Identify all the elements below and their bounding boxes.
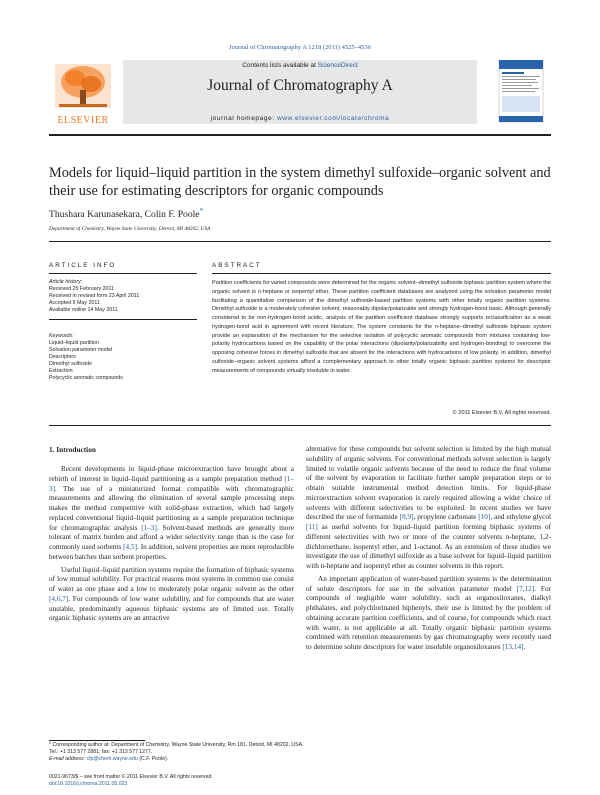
article-authors	[49, 207, 551, 220]
article-info-heading: ARTICLE INFO	[49, 262, 117, 269]
front-matter-footnote	[49, 774, 349, 788]
keyword-item: Descriptors	[49, 354, 76, 360]
keyword-item: Extraction	[49, 368, 73, 374]
paragraph-text: alternative for these compounds but solvent selection is limited by the high mutual solubility of organic solvents. For conventional methods solvent selection is largely limited to volatile organic solvents because of the need to reduce the final volume of the solvent by evaporation to facilitate further sample preparation steps or to obtain suitable instrumental method detection limits. For liquid-phase microextraction solvent evaporation is rarely required allowing a wider choice of solvents with different selectivities to be exploited. In recent studies we have described the use of formamide	[306, 445, 551, 522]
journal-citation[interactable]: Journal of Chromatography A 1218 (2011) 4525–4536	[229, 44, 371, 51]
citation-link[interactable]: [13,14]	[502, 643, 524, 651]
homepage-link[interactable]: www.elsevier.com/locate/chroma	[277, 115, 390, 122]
journal-title: Journal of Chromatography A	[207, 77, 393, 94]
body-paragraph	[49, 465, 294, 563]
body-left-column	[49, 465, 294, 624]
body-right-column	[306, 445, 551, 653]
citation-link[interactable]: [1–3]	[141, 523, 157, 532]
paragraph-text: . In addition, solvent properties are more reproducible between batches than sorbent properties.	[49, 543, 294, 561]
contents-line	[123, 62, 477, 69]
body-paragraph	[49, 566, 294, 625]
keyword-item: Liquid–liquid partition	[49, 340, 99, 346]
paragraph-text: as useful solvents for liquid–liquid partition forming biphasic systems of different selectivities with two or more of the counter solvents n-heptane, 1,2-dichloroethane, isopentyl ether, and 1-octanol. As an extension of these studies we investigate the use of dimethyl sulfoxide as a base solvent for liquid–liquid partition with n-heptane and isopentyl ether as counter solvents in this report.	[306, 523, 551, 570]
paragraph-text: Recent developments in liquid-phase microextraction have brought about a rebirth of interest in liquid–liquid partitioning as a sample preparation method	[49, 465, 294, 483]
sciencedirect-link[interactable]: ScienceDirect	[317, 62, 358, 69]
doi-link[interactable]: doi:10.1016/j.chroma.2011.05.023	[49, 781, 128, 787]
journal-homepage	[123, 115, 477, 122]
issn-line: 0021-9673/$ – see front matter © 2011 Elsevier B.V. All rights reserved.	[49, 774, 213, 780]
abstract-bottom-rule	[49, 425, 551, 426]
citation-link[interactable]: [1–3]	[49, 474, 294, 493]
abstract-copyright: © 2011 Elsevier B.V. All rights reserved.	[452, 410, 551, 416]
journal-banner	[123, 60, 477, 124]
paragraph-text: .	[523, 643, 526, 651]
history-accepted: Accepted 9 May 2011	[49, 300, 100, 306]
citation-link[interactable]: [10]	[478, 513, 491, 522]
homepage-label: journal homepage:	[210, 115, 278, 122]
elsevier-wordmark: ELSEVIER	[57, 115, 109, 126]
keywords-rule	[49, 319, 197, 320]
keywords-block	[49, 333, 199, 382]
email-label: E-mail address:	[49, 756, 87, 762]
keyword-item: Polycyclic aromatic compounds	[49, 375, 123, 381]
paragraph-text: An important application of water-based partition systems is the determination of solute descriptors for use in the solvation parameter model	[306, 574, 551, 593]
journal-cover-icon	[483, 60, 551, 128]
email-line	[49, 756, 309, 763]
abstract-heading: ABSTRACT	[212, 262, 262, 269]
corresponding-author-mark[interactable]: *	[199, 207, 204, 215]
email-link[interactable]: cfp@chem.wayne.edu	[86, 756, 138, 762]
author-affiliation: Department of Chemistry, Wayne State University, Detroit, MI 48202, USA	[49, 226, 211, 232]
body-paragraph	[306, 445, 551, 572]
paragraph-text: Useful liquid–liquid partition systems require the formation of biphasic systems of low mutual solubility. For practical reasons most systems in common use consist of water as one phase and a low to moderately polar organic solvent as the other	[49, 565, 294, 593]
article-info-rule	[49, 273, 197, 274]
history-label: Article history:	[49, 279, 83, 285]
history-revised: Received in revised form 23 April 2011	[49, 293, 140, 299]
footnote-rule	[49, 740, 145, 741]
citation-link[interactable]: [8,9]	[399, 513, 414, 522]
corresponding-author-text: * Corresponding author at: Department of Chemistry, Wayne State University, Rm 181, Detroit, MI 48202, USA. Tel.: +1 313 577 2881; fax: +1 313 577 1277.	[49, 742, 304, 755]
article-history	[49, 279, 199, 314]
keyword-item: Dimethyl sulfoxide	[49, 361, 92, 367]
elsevier-logo	[49, 60, 117, 128]
paragraph-text: . For compounds of low water solubility, and for compounds that are water unstable, predominantly aqueous biphasic systems are of limited use. Totally organic biphasic systems are an attractive	[49, 594, 294, 623]
contents-label: Contents lists available at	[242, 62, 318, 69]
masthead-rule	[49, 134, 551, 136]
corresponding-author-footnote	[49, 742, 309, 763]
author-names: Thushara Karunasekara, Colin F. Poole	[49, 209, 200, 221]
citation-link[interactable]: [7,12]	[516, 584, 535, 593]
section-heading-introduction: 1. Introduction	[49, 445, 96, 454]
paragraph-text: , propylene carbonate	[413, 513, 479, 522]
abstract-rule	[212, 273, 551, 274]
citation-link[interactable]: [4,6,7]	[49, 594, 69, 603]
journal-masthead	[49, 60, 551, 130]
keywords-label: Keywords:	[49, 333, 74, 339]
paragraph-text: . The use of a miniaturized format compatible with chromatographic measurements and allowing the elimination of several sample processing steps makes the method competitive with solid-phase extraction, which had largely replaced conventional liquid–liquid partitioning as a sample preparation technique for chromatographic analysis	[49, 484, 294, 532]
journal-cover-thumbnail	[483, 60, 551, 128]
history-received: Received 25 February 2011	[49, 286, 114, 292]
email-suffix: (C.F. Poole).	[137, 756, 169, 762]
body-paragraph	[306, 575, 551, 653]
paragraph-text: . For compounds of negligible water solubility, such as organosiloxanes, dialkyl phthalates, and polychlorinated biphenyls, their use is limited by the problem of obtaining accurate partition coefficients, and of course, for compounds which react with water, is not applicable at all. Totally organic biphasic partition systems combined with retention measurements by gas chromatography were recently used to determine solute descriptors for water insoluble organosiloxanes	[306, 584, 551, 651]
history-online: Available online 14 May 2011	[49, 307, 118, 313]
article-title: Models for liquid–liquid partition in the system dimethyl sulfoxide–organic solvent and their use for estimating descriptors for organic compounds	[49, 165, 551, 199]
abstract-text: Partition coefficients for varied compounds were determined for the organic solvent–dimethyl sulfoxide biphasic partition system where the organic solvent is n-heptane or isopentyl ether. These partition coefficient databases are analyzed using the solvation parameter model facilitating a quantitative comparison of the dimethyl sulfoxide-based partition systems with other totally organic partition systems. Dimethyl sulfoxide is a moderately cohesive solvent, reasonably dipolar/polarizable and strongly hydrogen-bond basic. Although generally considered to be non-hydrogen-bond acidic, analysis of the partition coefficient database strongly supports reclassification as a weak hydrogen-bond acid in agreement with recent literature. The system constants for the n-heptane–dimethyl sulfoxide biphasic system provide an explanation of the mechanism for the selective isolation of polycyclic aromatic compounds from mixtures containing low-polarity hydrocarbons based on the capability of the polar interactions (dipolarity/polarizability and hydrogen-bonding) to overcome the opposing cohesive forces in dimethyl sulfoxide that are absent for the interactions with hydrocarbons of low polarity. In addition, dimethyl sulfoxide–organic solvent systems afford a complementary approach to other totally organic biphasic partition systems for descriptor measurements of compounds virtually insoluble in water.	[212, 280, 551, 374]
paragraph-text: . Solvent-based methods are generally more tolerant of matrix burden and afford a wider selectivity range than is the case for commonly used sorbents	[49, 523, 294, 551]
paragraph-text: , and ethylene glycol	[490, 513, 552, 522]
citation-link[interactable]: [4,5]	[123, 543, 138, 551]
title-rule	[49, 241, 551, 242]
citation-link[interactable]: [11]	[306, 523, 318, 531]
keyword-item: Solvation parameter model	[49, 347, 113, 353]
